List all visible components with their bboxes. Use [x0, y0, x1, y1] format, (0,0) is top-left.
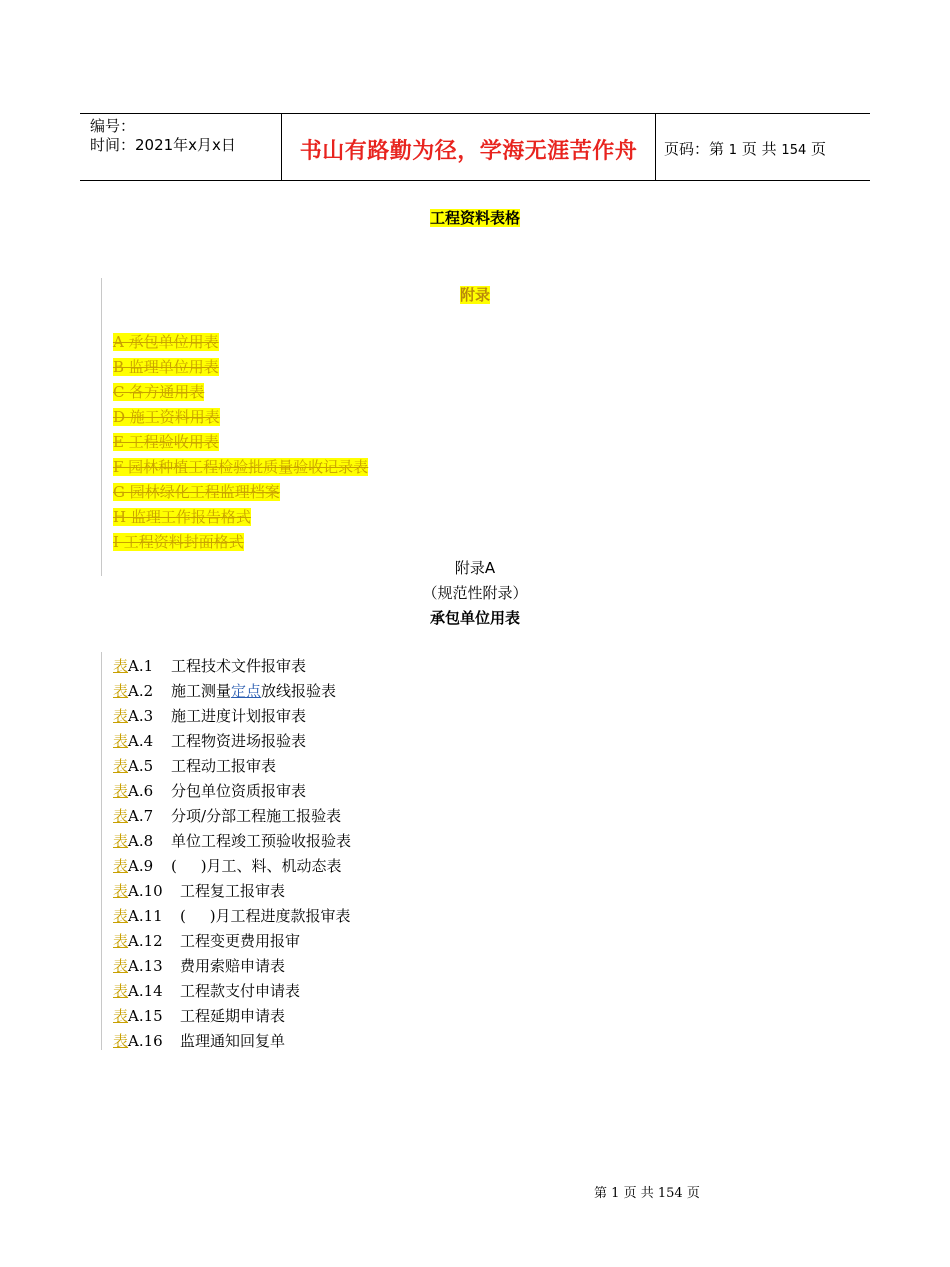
page-mid: 页 共 — [741, 140, 777, 158]
header-meta — [90, 117, 236, 155]
form-code: A.16 — [128, 1032, 163, 1050]
form-list-item — [113, 906, 351, 931]
form-title: 监理通知回复单 — [180, 1032, 286, 1050]
form-link[interactable]: 表 — [113, 882, 129, 900]
form-title: 分项/分部工程施工报验表 — [171, 807, 342, 825]
appendix-item-label: G 园林绿化工程监理档案 — [113, 483, 280, 501]
form-code: A.2 — [128, 682, 154, 700]
appendix-item-label: B 监理单位用表 — [113, 358, 219, 376]
form-link[interactable]: 表 — [113, 657, 129, 675]
page-footer — [594, 1182, 700, 1201]
form-code: A.15 — [128, 1007, 163, 1025]
form-list-item — [113, 1031, 351, 1056]
appendix-heading — [101, 284, 849, 305]
form-title: 费用索赔申请表 — [180, 957, 286, 975]
time-label: 时间：2021年x月x日 — [90, 136, 236, 154]
form-list-item — [113, 1006, 351, 1031]
appendix-item-label: D 施工资料用表 — [113, 408, 220, 426]
form-code: A.8 — [128, 832, 154, 850]
form-code: A.4 — [128, 732, 154, 750]
form-list-item — [113, 931, 351, 956]
form-list-item — [113, 856, 351, 881]
form-title: 工程动工报审表 — [171, 757, 277, 775]
appendix-item-label: F 园林种植工程检验批质量验收记录表 — [113, 458, 369, 476]
appendix-item[interactable] — [113, 332, 368, 357]
margin-bar — [101, 652, 102, 1050]
form-code: A.5 — [128, 757, 154, 775]
form-link[interactable]: 表 — [113, 682, 129, 700]
appendix-item-label: E 工程验收用表 — [113, 433, 219, 451]
document-title-text: 工程资料表格 — [429, 209, 520, 227]
form-list-item — [113, 881, 351, 906]
form-link[interactable]: 表 — [113, 932, 129, 950]
appendix-item[interactable] — [113, 407, 368, 432]
form-list-item — [113, 956, 351, 981]
form-link[interactable]: 表 — [113, 757, 129, 775]
header-motto: 书山有路勤为径，学海无涯苦作舟 — [299, 139, 638, 164]
form-title-link[interactable]: 定点 — [231, 682, 262, 700]
form-code: A.12 — [128, 932, 163, 950]
page-total: 154 — [781, 143, 807, 158]
form-code: A.6 — [128, 782, 154, 800]
footer-current: 1 — [611, 1186, 620, 1201]
form-link[interactable]: 表 — [113, 857, 129, 875]
footer-suffix: 页 — [686, 1186, 700, 1201]
appendix-list — [113, 332, 368, 557]
form-title: 工程物资进场报验表 — [171, 732, 307, 750]
form-code: A.14 — [128, 982, 163, 1000]
margin-bar — [101, 278, 102, 576]
section-subtitle: （规范性附录） — [422, 584, 528, 602]
page-prefix: 页码：第 — [664, 140, 725, 158]
form-code: A.3 — [128, 707, 154, 725]
form-link[interactable]: 表 — [113, 1007, 129, 1025]
form-link[interactable]: 表 — [113, 982, 129, 1000]
appendix-item-label: H 监理工作报告格式 — [113, 508, 251, 526]
section-title: 附录A — [454, 559, 496, 577]
form-title: 工程款支付申请表 — [180, 982, 301, 1000]
form-code: A.11 — [128, 907, 163, 925]
form-title: ( )月工、料、机动态表 — [171, 857, 342, 875]
appendix-item[interactable] — [113, 457, 368, 482]
header-divider — [655, 114, 656, 180]
form-link[interactable]: 表 — [113, 732, 129, 750]
form-title: 工程技术文件报审表 — [171, 657, 307, 675]
form-code: A.1 — [128, 657, 154, 675]
appendix-item[interactable] — [113, 432, 368, 457]
form-title: 工程复工报审表 — [180, 882, 286, 900]
form-link[interactable]: 表 — [113, 1032, 129, 1050]
form-list-item — [113, 706, 351, 731]
form-list-item — [113, 681, 351, 706]
form-list — [113, 656, 351, 1056]
form-list-item — [113, 781, 351, 806]
appendix-item-label: C 各方通用表 — [113, 383, 205, 401]
form-title: 工程延期申请表 — [180, 1007, 286, 1025]
form-link[interactable]: 表 — [113, 707, 129, 725]
appendix-item[interactable] — [113, 532, 368, 557]
form-link[interactable]: 表 — [113, 782, 129, 800]
form-list-item — [113, 831, 351, 856]
appendix-item[interactable] — [113, 382, 368, 407]
form-link[interactable]: 表 — [113, 957, 129, 975]
number-label: 编号： — [90, 117, 136, 135]
form-code: A.7 — [128, 807, 154, 825]
form-code: A.10 — [128, 882, 163, 900]
appendix-item[interactable] — [113, 482, 368, 507]
form-title: 施工进度计划报审表 — [171, 707, 307, 725]
page-suffix: 页 — [811, 140, 827, 158]
footer-total: 154 — [657, 1186, 683, 1201]
form-list-item — [113, 806, 351, 831]
form-title: 放线报验表 — [261, 682, 337, 700]
section-heading: 承包单位用表 — [429, 609, 520, 627]
header-page-info — [664, 138, 826, 159]
form-title: 单位工程竣工预验收报验表 — [171, 832, 352, 850]
form-code: A.9 — [128, 857, 154, 875]
appendix-item[interactable] — [113, 357, 368, 382]
form-title: ( )月工程进度款报审表 — [180, 907, 351, 925]
form-list-item — [113, 756, 351, 781]
form-list-item — [113, 656, 351, 681]
appendix-item[interactable] — [113, 507, 368, 532]
form-list-item — [113, 731, 351, 756]
form-title: 施工测量 — [171, 682, 232, 700]
form-title: 分包单位资质报审表 — [171, 782, 307, 800]
page-header — [80, 113, 870, 181]
appendix-heading-text: 附录 — [459, 286, 490, 304]
footer-mid: 页 共 — [623, 1186, 654, 1201]
appendix-item-label: I 工程资料封面格式 — [113, 533, 244, 551]
form-link[interactable]: 表 — [113, 807, 129, 825]
form-title: 工程变更费用报审 — [180, 932, 301, 950]
document-title — [0, 207, 950, 228]
form-link[interactable]: 表 — [113, 832, 129, 850]
appendix-item-label: A 承包单位用表 — [113, 333, 219, 351]
form-link[interactable]: 表 — [113, 907, 129, 925]
page-current: 1 — [728, 143, 738, 158]
form-list-item — [113, 981, 351, 1006]
footer-prefix: 第 — [594, 1186, 608, 1201]
form-code: A.13 — [128, 957, 163, 975]
